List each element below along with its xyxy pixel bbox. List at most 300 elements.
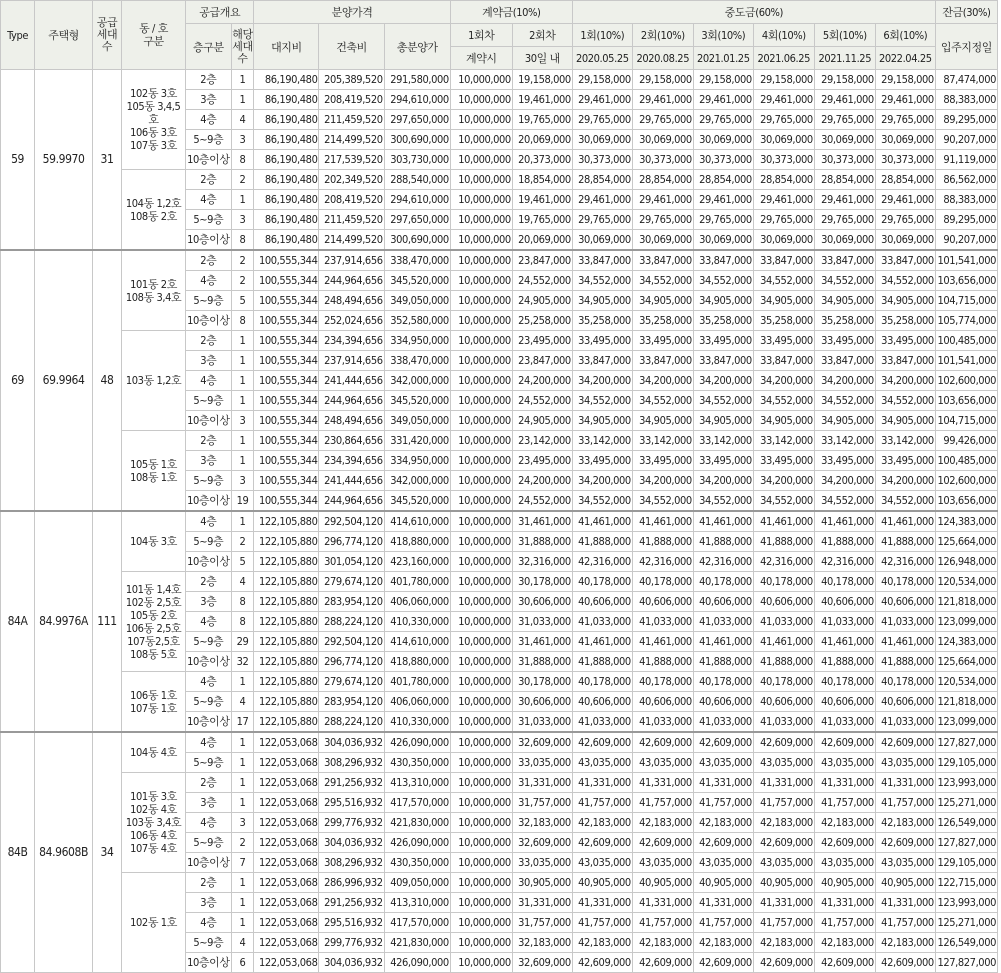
header-units: 해당 세대 수	[231, 24, 254, 70]
building-price-cell: 295,516,932	[319, 793, 384, 813]
middle-payment-3-cell: 30,069,000	[693, 130, 753, 150]
balance-cell: 86,562,000	[935, 170, 997, 190]
middle-payment-3-cell: 41,461,000	[693, 511, 753, 532]
land-price-cell: 100,555,344	[254, 250, 319, 271]
middle-payment-3-cell: 34,552,000	[693, 391, 753, 411]
units-cell: 1	[231, 893, 254, 913]
middle-payment-3-cell: 41,033,000	[693, 712, 753, 733]
middle-payment-6-cell: 29,461,000	[875, 90, 935, 110]
header-balance: 잔금(30%)	[935, 1, 997, 24]
middle-payment-3-cell: 41,033,000	[693, 612, 753, 632]
header-dep1: 1회차	[450, 24, 512, 47]
deposit-1-cell: 10,000,000	[450, 90, 512, 110]
middle-payment-4-cell: 42,316,000	[753, 552, 814, 572]
total-price-cell: 334,950,000	[384, 451, 450, 471]
table-row	[1, 331, 998, 351]
deposit-1-cell: 10,000,000	[450, 813, 512, 833]
building-price-cell: 248,494,656	[319, 291, 384, 311]
header-building: 건축비	[319, 24, 384, 70]
floor-cell: 10층이상	[186, 652, 232, 672]
middle-payment-5-cell: 33,847,000	[814, 351, 875, 371]
middle-payment-2-cell: 41,888,000	[632, 532, 693, 552]
floor-cell: 2층	[186, 331, 232, 351]
middle-payment-2-cell: 40,606,000	[632, 592, 693, 612]
floor-cell: 10층이상	[186, 552, 232, 572]
balance-cell: 129,105,000	[935, 753, 997, 773]
header-floor: 층구분	[186, 24, 232, 70]
deposit-1-cell: 10,000,000	[450, 672, 512, 692]
middle-payment-6-cell: 30,069,000	[875, 130, 935, 150]
building-price-cell: 304,036,932	[319, 732, 384, 753]
middle-payment-4-cell: 34,905,000	[753, 291, 814, 311]
building-price-cell: 208,419,520	[319, 190, 384, 210]
header-mid-3: 3회(10%)	[693, 24, 753, 47]
header-supply-overview: 공급개요	[186, 1, 254, 24]
building-price-cell: 241,444,656	[319, 371, 384, 391]
balance-cell: 126,549,000	[935, 933, 997, 953]
total-price-cell: 338,470,000	[384, 250, 450, 271]
building-price-cell: 205,389,520	[319, 70, 384, 90]
floor-cell: 4층	[186, 371, 232, 391]
middle-payment-2-cell: 33,142,000	[632, 431, 693, 451]
middle-payment-1-cell: 30,069,000	[572, 130, 632, 150]
total-price-cell: 300,690,000	[384, 130, 450, 150]
deposit-2-cell: 31,888,000	[512, 532, 572, 552]
middle-payment-1-cell: 41,461,000	[572, 511, 632, 532]
balance-cell: 129,105,000	[935, 853, 997, 873]
middle-payment-4-cell: 41,757,000	[753, 913, 814, 933]
middle-payment-2-cell: 41,757,000	[632, 793, 693, 813]
dong-ho-cell: 101동 3호 102동 4호 103동 3,4호 106동 4호 107동 4호	[121, 773, 185, 873]
middle-payment-1-cell: 34,905,000	[572, 411, 632, 431]
floor-cell: 2층	[186, 431, 232, 451]
total-price-cell: 342,000,000	[384, 371, 450, 391]
total-price-cell: 294,610,000	[384, 190, 450, 210]
middle-payment-5-cell: 29,158,000	[814, 70, 875, 90]
deposit-1-cell: 10,000,000	[450, 773, 512, 793]
balance-cell: 122,715,000	[935, 873, 997, 893]
units-cell: 32	[231, 652, 254, 672]
middle-payment-1-cell: 43,035,000	[572, 853, 632, 873]
deposit-1-cell: 10,000,000	[450, 451, 512, 471]
units-cell: 2	[231, 833, 254, 853]
land-price-cell: 122,105,880	[254, 612, 319, 632]
middle-payment-4-cell: 42,183,000	[753, 933, 814, 953]
units-cell: 1	[231, 753, 254, 773]
building-price-cell: 286,996,932	[319, 873, 384, 893]
middle-payment-3-cell: 41,888,000	[693, 652, 753, 672]
deposit-1-cell: 10,000,000	[450, 391, 512, 411]
floor-cell: 3층	[186, 451, 232, 471]
middle-payment-2-cell: 42,609,000	[632, 732, 693, 753]
middle-payment-1-cell: 41,888,000	[572, 532, 632, 552]
middle-payment-4-cell: 29,765,000	[753, 210, 814, 230]
middle-payment-3-cell: 35,258,000	[693, 311, 753, 331]
middle-payment-3-cell: 34,905,000	[693, 291, 753, 311]
middle-payment-5-cell: 29,765,000	[814, 110, 875, 130]
building-price-cell: 299,776,932	[319, 813, 384, 833]
middle-payment-6-cell: 29,158,000	[875, 70, 935, 90]
balance-cell: 103,656,000	[935, 271, 997, 291]
deposit-1-cell: 10,000,000	[450, 190, 512, 210]
deposit-1-cell: 10,000,000	[450, 853, 512, 873]
middle-payment-5-cell: 40,178,000	[814, 572, 875, 592]
middle-payment-2-cell: 34,552,000	[632, 391, 693, 411]
middle-payment-5-cell: 41,888,000	[814, 532, 875, 552]
land-price-cell: 122,053,068	[254, 732, 319, 753]
building-price-cell: 295,516,932	[319, 913, 384, 933]
land-price-cell: 86,190,480	[254, 110, 319, 130]
floor-cell: 5~9층	[186, 210, 232, 230]
units-cell: 5	[231, 552, 254, 572]
deposit-2-cell: 19,765,000	[512, 210, 572, 230]
middle-payment-2-cell: 33,847,000	[632, 250, 693, 271]
middle-payment-5-cell: 41,757,000	[814, 793, 875, 813]
building-price-cell: 304,036,932	[319, 833, 384, 853]
units-cell: 1	[231, 70, 254, 90]
deposit-2-cell: 19,765,000	[512, 110, 572, 130]
balance-cell: 127,827,000	[935, 833, 997, 853]
balance-cell: 104,715,000	[935, 411, 997, 431]
middle-payment-4-cell: 33,495,000	[753, 451, 814, 471]
middle-payment-5-cell: 42,609,000	[814, 732, 875, 753]
land-price-cell: 86,190,480	[254, 210, 319, 230]
deposit-1-cell: 10,000,000	[450, 511, 512, 532]
middle-payment-6-cell: 33,495,000	[875, 331, 935, 351]
middle-payment-6-cell: 29,765,000	[875, 110, 935, 130]
middle-payment-6-cell: 41,757,000	[875, 913, 935, 933]
deposit-2-cell: 31,757,000	[512, 913, 572, 933]
building-price-cell: 288,224,120	[319, 712, 384, 733]
deposit-2-cell: 33,035,000	[512, 753, 572, 773]
header-dep2-sub: 30일 내	[512, 47, 572, 70]
middle-payment-6-cell: 40,606,000	[875, 692, 935, 712]
middle-payment-3-cell: 43,035,000	[693, 753, 753, 773]
middle-payment-6-cell: 41,888,000	[875, 532, 935, 552]
deposit-2-cell: 20,069,000	[512, 130, 572, 150]
building-price-cell: 292,504,120	[319, 632, 384, 652]
total-price-cell: 345,520,000	[384, 271, 450, 291]
units-cell: 17	[231, 712, 254, 733]
deposit-2-cell: 30,606,000	[512, 592, 572, 612]
balance-cell: 105,774,000	[935, 311, 997, 331]
middle-payment-1-cell: 29,461,000	[572, 190, 632, 210]
supply-count-cell: 111	[93, 511, 122, 732]
middle-payment-6-cell: 34,905,000	[875, 291, 935, 311]
balance-cell: 123,993,000	[935, 893, 997, 913]
middle-payment-4-cell: 28,854,000	[753, 170, 814, 190]
balance-cell: 103,656,000	[935, 491, 997, 512]
deposit-2-cell: 32,183,000	[512, 933, 572, 953]
building-price-cell: 208,419,520	[319, 90, 384, 110]
middle-payment-1-cell: 33,847,000	[572, 351, 632, 371]
middle-payment-2-cell: 30,069,000	[632, 130, 693, 150]
middle-payment-6-cell: 41,461,000	[875, 632, 935, 652]
middle-payment-3-cell: 41,461,000	[693, 632, 753, 652]
building-price-cell: 296,774,120	[319, 532, 384, 552]
dong-ho-cell: 103동 1,2호	[121, 331, 185, 431]
land-price-cell: 100,555,344	[254, 451, 319, 471]
middle-payment-1-cell: 42,316,000	[572, 552, 632, 572]
deposit-1-cell: 10,000,000	[450, 130, 512, 150]
total-price-cell: 414,610,000	[384, 632, 450, 652]
deposit-1-cell: 10,000,000	[450, 632, 512, 652]
units-cell: 2	[231, 250, 254, 271]
deposit-2-cell: 18,854,000	[512, 170, 572, 190]
total-price-cell: 426,090,000	[384, 732, 450, 753]
middle-payment-6-cell: 42,609,000	[875, 953, 935, 973]
middle-payment-3-cell: 40,606,000	[693, 692, 753, 712]
balance-cell: 123,099,000	[935, 612, 997, 632]
balance-cell: 125,271,000	[935, 913, 997, 933]
units-cell: 1	[231, 90, 254, 110]
middle-payment-2-cell: 40,905,000	[632, 873, 693, 893]
middle-payment-3-cell: 42,316,000	[693, 552, 753, 572]
middle-payment-1-cell: 30,069,000	[572, 230, 632, 251]
middle-payment-4-cell: 33,495,000	[753, 331, 814, 351]
units-cell: 8	[231, 592, 254, 612]
deposit-1-cell: 10,000,000	[450, 411, 512, 431]
middle-payment-6-cell: 42,609,000	[875, 833, 935, 853]
floor-cell: 2층	[186, 170, 232, 190]
deposit-1-cell: 10,000,000	[450, 652, 512, 672]
dong-ho-cell: 102동 3호 105동 3,4,5호 106동 3호 107동 3호	[121, 70, 185, 170]
middle-payment-1-cell: 34,905,000	[572, 291, 632, 311]
floor-cell: 4층	[186, 190, 232, 210]
middle-payment-2-cell: 34,905,000	[632, 411, 693, 431]
middle-payment-3-cell: 33,847,000	[693, 250, 753, 271]
deposit-2-cell: 31,757,000	[512, 793, 572, 813]
middle-payment-2-cell: 34,905,000	[632, 291, 693, 311]
middle-payment-4-cell: 41,033,000	[753, 612, 814, 632]
middle-payment-6-cell: 30,373,000	[875, 150, 935, 170]
deposit-1-cell: 10,000,000	[450, 732, 512, 753]
deposit-2-cell: 25,258,000	[512, 311, 572, 331]
middle-payment-5-cell: 42,316,000	[814, 552, 875, 572]
floor-cell: 10층이상	[186, 230, 232, 251]
middle-payment-3-cell: 34,552,000	[693, 491, 753, 512]
middle-payment-3-cell: 30,373,000	[693, 150, 753, 170]
middle-payment-1-cell: 29,158,000	[572, 70, 632, 90]
middle-payment-5-cell: 34,200,000	[814, 371, 875, 391]
table-row	[1, 511, 998, 532]
balance-cell: 88,383,000	[935, 190, 997, 210]
units-cell: 8	[231, 150, 254, 170]
middle-payment-6-cell: 42,183,000	[875, 933, 935, 953]
land-price-cell: 100,555,344	[254, 431, 319, 451]
middle-payment-6-cell: 41,033,000	[875, 612, 935, 632]
floor-cell: 3층	[186, 793, 232, 813]
middle-payment-5-cell: 35,258,000	[814, 311, 875, 331]
units-cell: 7	[231, 853, 254, 873]
floor-cell: 2층	[186, 250, 232, 271]
middle-payment-6-cell: 34,200,000	[875, 471, 935, 491]
middle-payment-5-cell: 40,606,000	[814, 592, 875, 612]
deposit-2-cell: 32,609,000	[512, 953, 572, 973]
middle-payment-1-cell: 33,495,000	[572, 331, 632, 351]
balance-cell: 121,818,000	[935, 592, 997, 612]
floor-cell: 2층	[186, 70, 232, 90]
deposit-1-cell: 10,000,000	[450, 913, 512, 933]
deposit-1-cell: 10,000,000	[450, 250, 512, 271]
header-dep1-sub: 계약시	[450, 47, 512, 70]
floor-cell: 4층	[186, 913, 232, 933]
header-mid-5-date: 2021.11.25	[814, 47, 875, 70]
middle-payment-2-cell: 42,183,000	[632, 933, 693, 953]
land-price-cell: 100,555,344	[254, 491, 319, 512]
middle-payment-5-cell: 41,461,000	[814, 511, 875, 532]
middle-payment-1-cell: 34,552,000	[572, 391, 632, 411]
land-price-cell: 122,105,880	[254, 552, 319, 572]
middle-payment-2-cell: 33,847,000	[632, 351, 693, 371]
middle-payment-3-cell: 41,331,000	[693, 773, 753, 793]
header-middle-payment: 중도금(60%)	[572, 1, 935, 24]
middle-payment-4-cell: 29,765,000	[753, 110, 814, 130]
floor-cell: 4층	[186, 110, 232, 130]
deposit-2-cell: 31,033,000	[512, 612, 572, 632]
middle-payment-6-cell: 41,888,000	[875, 652, 935, 672]
middle-payment-3-cell: 33,847,000	[693, 351, 753, 371]
land-price-cell: 100,555,344	[254, 271, 319, 291]
units-cell: 1	[231, 431, 254, 451]
deposit-2-cell: 32,609,000	[512, 833, 572, 853]
supply-count-cell: 31	[93, 70, 122, 251]
table-header	[1, 1, 998, 70]
total-price-cell: 342,000,000	[384, 471, 450, 491]
building-price-cell: 288,224,120	[319, 612, 384, 632]
middle-payment-2-cell: 40,178,000	[632, 572, 693, 592]
deposit-1-cell: 10,000,000	[450, 692, 512, 712]
total-price-cell: 426,090,000	[384, 953, 450, 973]
middle-payment-4-cell: 42,609,000	[753, 833, 814, 853]
floor-cell: 3층	[186, 90, 232, 110]
total-price-cell: 294,610,000	[384, 90, 450, 110]
units-cell: 1	[231, 672, 254, 692]
middle-payment-6-cell: 29,461,000	[875, 190, 935, 210]
floor-cell: 10층이상	[186, 953, 232, 973]
units-cell: 1	[231, 732, 254, 753]
header-supply-units: 공급 세대 수	[93, 1, 122, 70]
type-cell: 84B	[1, 732, 35, 973]
middle-payment-6-cell: 40,606,000	[875, 592, 935, 612]
middle-payment-6-cell: 30,069,000	[875, 230, 935, 251]
middle-payment-3-cell: 33,495,000	[693, 331, 753, 351]
supply-count-cell: 34	[93, 732, 122, 973]
dong-ho-cell: 104동 4호	[121, 732, 185, 773]
land-price-cell: 100,555,344	[254, 351, 319, 371]
middle-payment-4-cell: 42,183,000	[753, 813, 814, 833]
middle-payment-6-cell: 40,178,000	[875, 572, 935, 592]
land-price-cell: 86,190,480	[254, 70, 319, 90]
unit-area-cell: 59.9970	[35, 70, 93, 251]
land-price-cell: 100,555,344	[254, 291, 319, 311]
middle-payment-3-cell: 29,461,000	[693, 90, 753, 110]
unit-area-cell: 84.9976A	[35, 511, 93, 732]
deposit-1-cell: 10,000,000	[450, 291, 512, 311]
middle-payment-4-cell: 29,461,000	[753, 190, 814, 210]
middle-payment-3-cell: 41,888,000	[693, 532, 753, 552]
units-cell: 1	[231, 793, 254, 813]
deposit-1-cell: 10,000,000	[450, 431, 512, 451]
table-row	[1, 70, 998, 90]
middle-payment-1-cell: 29,461,000	[572, 90, 632, 110]
middle-payment-5-cell: 34,905,000	[814, 291, 875, 311]
middle-payment-1-cell: 40,905,000	[572, 873, 632, 893]
middle-payment-6-cell: 33,142,000	[875, 431, 935, 451]
table-row	[1, 873, 998, 893]
units-cell: 1	[231, 511, 254, 532]
header-mid-5: 5회(10%)	[814, 24, 875, 47]
deposit-2-cell: 31,888,000	[512, 652, 572, 672]
middle-payment-6-cell: 43,035,000	[875, 753, 935, 773]
units-cell: 4	[231, 110, 254, 130]
middle-payment-4-cell: 42,609,000	[753, 953, 814, 973]
deposit-2-cell: 23,847,000	[512, 250, 572, 271]
floor-cell: 4층	[186, 511, 232, 532]
total-price-cell: 345,520,000	[384, 491, 450, 512]
balance-cell: 126,549,000	[935, 813, 997, 833]
middle-payment-6-cell: 43,035,000	[875, 853, 935, 873]
land-price-cell: 86,190,480	[254, 190, 319, 210]
building-price-cell: 279,674,120	[319, 672, 384, 692]
floor-cell: 10층이상	[186, 150, 232, 170]
table-row	[1, 572, 998, 592]
deposit-1-cell: 10,000,000	[450, 552, 512, 572]
total-price-cell: 413,310,000	[384, 773, 450, 793]
deposit-2-cell: 31,331,000	[512, 773, 572, 793]
middle-payment-5-cell: 42,183,000	[814, 933, 875, 953]
units-cell: 8	[231, 612, 254, 632]
floor-cell: 5~9층	[186, 632, 232, 652]
middle-payment-6-cell: 33,847,000	[875, 351, 935, 371]
total-price-cell: 300,690,000	[384, 230, 450, 251]
middle-payment-4-cell: 40,606,000	[753, 592, 814, 612]
deposit-2-cell: 30,178,000	[512, 572, 572, 592]
total-price-cell: 421,830,000	[384, 813, 450, 833]
deposit-1-cell: 10,000,000	[450, 70, 512, 90]
units-cell: 8	[231, 230, 254, 251]
middle-payment-1-cell: 41,033,000	[572, 712, 632, 733]
deposit-1-cell: 10,000,000	[450, 351, 512, 371]
middle-payment-2-cell: 29,461,000	[632, 190, 693, 210]
land-price-cell: 86,190,480	[254, 170, 319, 190]
total-price-cell: 406,060,000	[384, 592, 450, 612]
balance-cell: 101,541,000	[935, 351, 997, 371]
middle-payment-6-cell: 28,854,000	[875, 170, 935, 190]
deposit-1-cell: 10,000,000	[450, 753, 512, 773]
unit-area-cell: 84.9608B	[35, 732, 93, 973]
total-price-cell: 430,350,000	[384, 753, 450, 773]
total-price-cell: 352,580,000	[384, 311, 450, 331]
total-price-cell: 401,780,000	[384, 672, 450, 692]
middle-payment-2-cell: 33,495,000	[632, 451, 693, 471]
units-cell: 1	[231, 773, 254, 793]
middle-payment-2-cell: 40,606,000	[632, 692, 693, 712]
total-price-cell: 418,880,000	[384, 532, 450, 552]
middle-payment-4-cell: 41,888,000	[753, 652, 814, 672]
land-price-cell: 122,105,880	[254, 652, 319, 672]
middle-payment-5-cell: 34,552,000	[814, 491, 875, 512]
type-cell: 84A	[1, 511, 35, 732]
total-price-cell: 414,610,000	[384, 511, 450, 532]
units-cell: 3	[231, 210, 254, 230]
deposit-1-cell: 10,000,000	[450, 170, 512, 190]
building-price-cell: 234,394,656	[319, 451, 384, 471]
land-price-cell: 100,555,344	[254, 331, 319, 351]
total-price-cell: 421,830,000	[384, 933, 450, 953]
middle-payment-2-cell: 42,183,000	[632, 813, 693, 833]
middle-payment-5-cell: 30,373,000	[814, 150, 875, 170]
